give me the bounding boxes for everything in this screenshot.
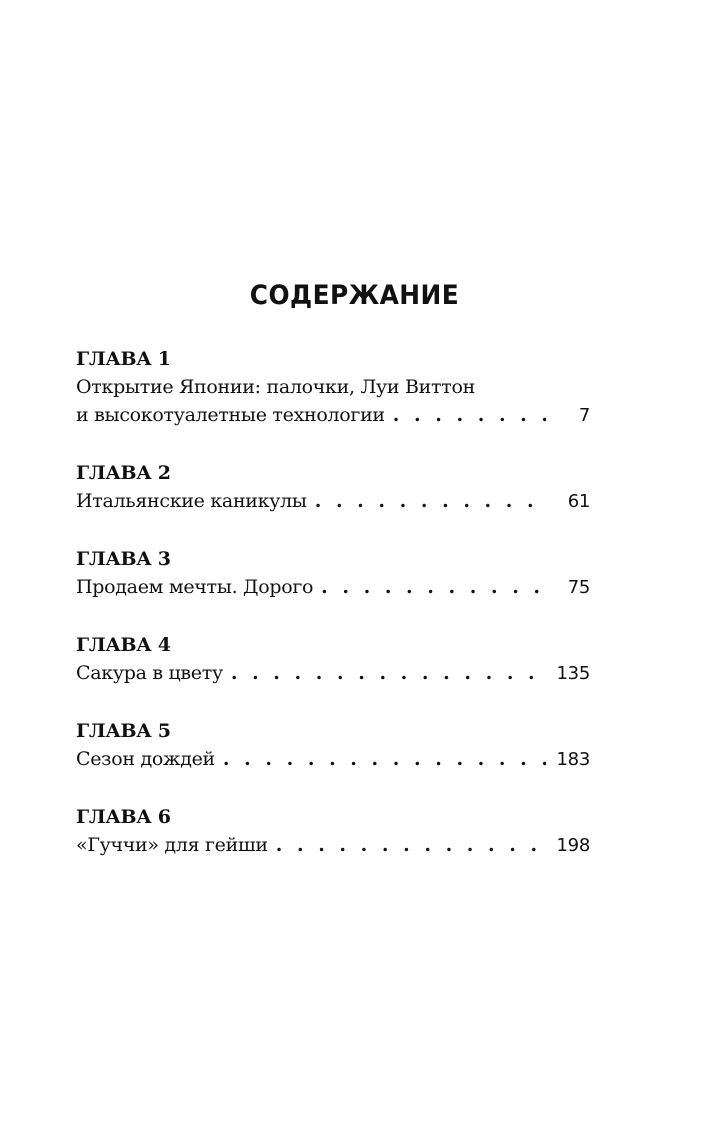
chapter-title: Сезон дождей	[76, 748, 215, 770]
chapter-title-line	[76, 487, 590, 516]
chapter-title-continued: и высокотуалетные технологии	[76, 404, 385, 426]
chapter-label: ГЛАВА 3	[76, 548, 171, 570]
page-number: 75	[567, 577, 590, 598]
chapter-label: ГЛАВА 4	[76, 634, 171, 656]
chapter-label: ГЛАВА 5	[76, 720, 171, 742]
page-number: 61	[567, 491, 590, 512]
chapter-title: «Гуччи» для гейши	[76, 834, 268, 856]
chapter-title-line	[76, 401, 590, 430]
page-number: 183	[556, 749, 590, 770]
toc-title: СОДЕРЖАНИЕ	[249, 280, 460, 311]
chapter-title-line	[76, 573, 590, 602]
chapter-title: Открытие Японии: палочки, Луи Виттон	[76, 376, 475, 398]
dot-leader	[393, 401, 546, 429]
chapter-title: Итальянские каникулы	[76, 490, 307, 512]
chapter-title: Сакура в цвету	[76, 662, 223, 684]
toc-entry-chapter-4[interactable]	[76, 631, 590, 688]
toc-entry-chapter-6[interactable]	[76, 803, 590, 860]
chapter-title-line	[76, 831, 590, 860]
chapter-label: ГЛАВА 1	[76, 348, 171, 370]
dot-leader	[276, 831, 546, 859]
chapter-title-line	[76, 373, 590, 401]
dot-leader	[315, 487, 546, 515]
toc-entry-chapter-5[interactable]	[76, 717, 590, 774]
toc-entry-chapter-2[interactable]	[76, 459, 590, 516]
chapter-label: ГЛАВА 6	[76, 806, 171, 828]
toc-entry-chapter-3[interactable]	[76, 545, 590, 602]
chapter-title: Продаем мечты. Дорого	[76, 576, 314, 598]
toc-entry-chapter-1[interactable]	[76, 345, 590, 430]
chapter-label: ГЛАВА 2	[76, 462, 171, 484]
dot-leader	[231, 659, 546, 687]
page-number: 198	[556, 835, 590, 856]
page-number: 135	[556, 663, 590, 684]
toc-list	[76, 345, 590, 889]
chapter-title-line	[76, 745, 590, 774]
page-number: 7	[578, 405, 590, 426]
dot-leader	[321, 573, 546, 601]
dot-leader	[223, 745, 546, 773]
chapter-title-line	[76, 659, 590, 688]
